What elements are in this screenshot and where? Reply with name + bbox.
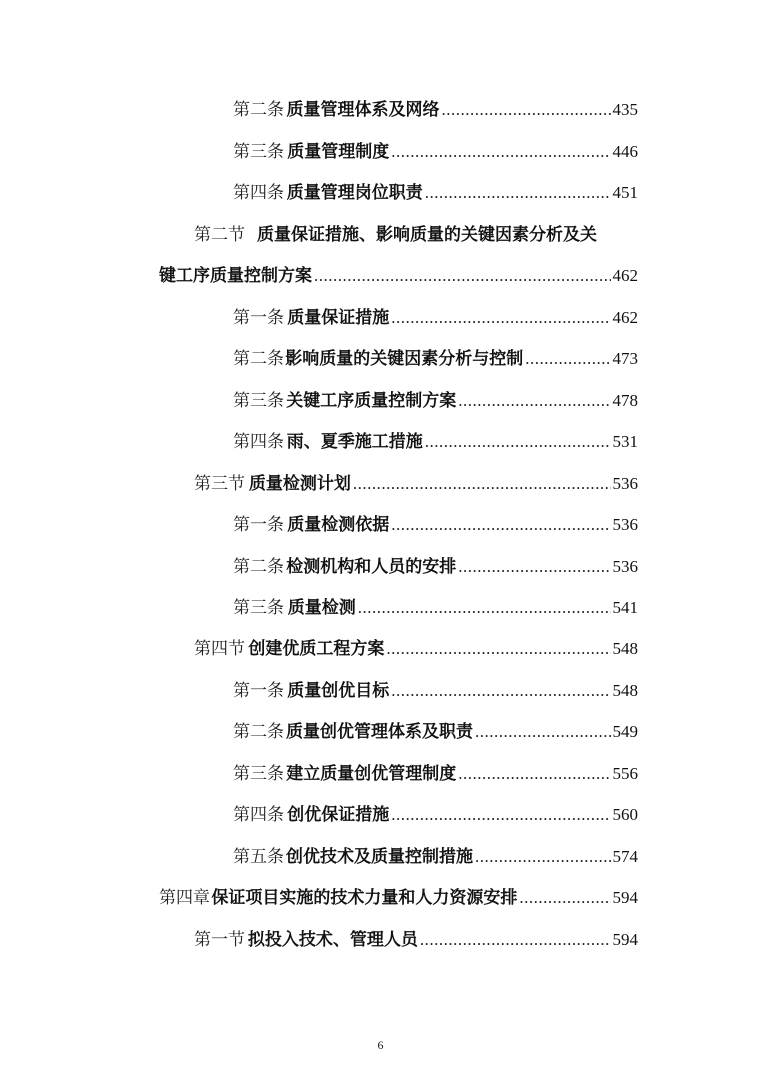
- entry-number: 第五条: [233, 847, 284, 867]
- entry-title-continued: 键工序质量控制方案: [159, 266, 312, 286]
- entry-number: 第四条: [233, 432, 284, 452]
- toc-entry-wrapped-first-line[interactable]: [194, 220, 639, 246]
- entry-number: 第三条: [233, 142, 284, 162]
- entry-title: 创优保证措施: [287, 805, 390, 825]
- toc-entry[interactable]: [233, 717, 638, 743]
- entry-page: 473: [612, 349, 638, 368]
- entry-title: 建立质量创优管理制度: [286, 764, 457, 784]
- leader-dots: [458, 556, 610, 578]
- entry-number: 第四条: [233, 805, 284, 825]
- entry-title: 质量管理岗位职责: [286, 183, 423, 203]
- entry-number: 第三条: [233, 764, 284, 784]
- entry-title: 影响质量的关键因素分析与控制: [285, 349, 524, 369]
- entry-number: 第三节: [194, 474, 245, 494]
- entry-page: 541: [612, 598, 638, 617]
- entry-title: 质量检测计划: [248, 474, 351, 494]
- toc-entry[interactable]: [194, 469, 638, 495]
- toc-entry[interactable]: [194, 634, 638, 660]
- toc-entry[interactable]: [233, 386, 638, 412]
- entry-page: 462: [612, 266, 638, 285]
- entry-title: 拟投入技术、管理人员: [247, 930, 418, 950]
- leader-dots: [420, 929, 611, 951]
- toc-entry[interactable]: [233, 137, 638, 163]
- toc-entry[interactable]: [233, 303, 638, 329]
- entry-page: 548: [612, 681, 638, 700]
- toc-entry[interactable]: [233, 95, 638, 121]
- toc-entry[interactable]: [233, 593, 638, 619]
- entry-page: 435: [612, 100, 638, 119]
- leader-dots: [525, 348, 610, 370]
- toc-entry[interactable]: [233, 800, 638, 826]
- entry-number: 第二条: [233, 100, 284, 120]
- leader-dots: [475, 721, 610, 743]
- entry-number: 第三条: [233, 598, 284, 618]
- entry-title: 质量保证措施: [287, 308, 390, 328]
- entry-number: 第一条: [233, 515, 284, 535]
- entry-page: 446: [612, 142, 638, 161]
- leader-dots: [391, 804, 610, 826]
- entry-page: 594: [612, 930, 638, 949]
- leader-dots: [391, 141, 610, 163]
- entry-page: 536: [612, 474, 638, 493]
- toc-entry[interactable]: [233, 427, 638, 453]
- entry-number: 第二节: [194, 225, 245, 245]
- entry-page: 594: [612, 888, 638, 907]
- entry-number: 第四条: [233, 183, 284, 203]
- toc-entry[interactable]: [233, 552, 638, 578]
- entry-page: 556: [612, 764, 638, 783]
- leader-dots: [391, 307, 610, 329]
- toc-entry[interactable]: [233, 676, 638, 702]
- entry-title: 创建优质工程方案: [248, 639, 385, 659]
- leader-dots: [391, 680, 610, 702]
- entry-number: 第二条: [233, 557, 284, 577]
- entry-title: 质量检测: [287, 598, 356, 618]
- leader-dots: [391, 514, 610, 536]
- entry-title: 保证项目实施的技术力量和人力资源安排: [211, 888, 518, 908]
- page-number: 6: [377, 1038, 384, 1052]
- entry-title: 质量管理体系及网络: [286, 100, 440, 120]
- entry-number: 第二条: [233, 349, 284, 369]
- entry-number: 第一条: [233, 681, 284, 701]
- entry-title: 质量创优目标: [287, 681, 390, 701]
- entry-number: 第四节: [194, 639, 245, 659]
- leader-dots: [358, 597, 611, 619]
- entry-page: 531: [612, 432, 638, 451]
- toc-entry[interactable]: [233, 510, 638, 536]
- toc-entry[interactable]: [233, 759, 638, 785]
- entry-page: 478: [612, 391, 638, 410]
- toc-entry[interactable]: [233, 178, 638, 204]
- leader-dots: [458, 763, 610, 785]
- leader-dots: [425, 182, 611, 204]
- leader-dots: [314, 265, 611, 287]
- entry-number: 第三条: [233, 391, 284, 411]
- entry-page: 560: [612, 805, 638, 824]
- leader-dots: [475, 846, 610, 868]
- entry-title: 检测机构和人员的安排: [286, 557, 457, 577]
- entry-page: 549: [612, 722, 638, 741]
- entry-number: 第一条: [233, 308, 284, 328]
- entry-title: 雨、夏季施工措施: [286, 432, 423, 452]
- entry-number: 第二条: [233, 722, 284, 742]
- entry-number: 第四章: [159, 888, 210, 908]
- entry-page: 451: [612, 183, 638, 202]
- leader-dots: [353, 473, 611, 495]
- toc-entry-wrapped-second-line[interactable]: [159, 261, 638, 287]
- toc-entry[interactable]: [159, 883, 638, 909]
- entry-number: 第一节: [194, 930, 245, 950]
- toc-entry[interactable]: [233, 842, 638, 868]
- toc-entry[interactable]: [194, 925, 638, 951]
- entry-title: 质量检测依据: [287, 515, 390, 535]
- toc-entry[interactable]: [233, 344, 638, 370]
- entry-page: 536: [612, 557, 638, 576]
- entry-title: 创优技术及质量控制措施: [286, 847, 474, 867]
- leader-dots: [425, 431, 611, 453]
- entry-page: 536: [612, 515, 638, 534]
- entry-title: 关键工序质量控制方案: [286, 391, 457, 411]
- leader-dots: [386, 638, 610, 660]
- leader-dots: [442, 99, 611, 121]
- leader-dots: [519, 887, 610, 909]
- entry-page: 548: [612, 639, 638, 658]
- entry-page: 462: [612, 308, 638, 327]
- entry-title: 质量管理制度: [287, 142, 390, 162]
- entry-title: 质量保证措施、影响质量的关键因素分析及关: [257, 225, 597, 245]
- entry-page: 574: [612, 847, 638, 866]
- entry-title: 质量创优管理体系及职责: [286, 722, 474, 742]
- leader-dots: [458, 390, 610, 412]
